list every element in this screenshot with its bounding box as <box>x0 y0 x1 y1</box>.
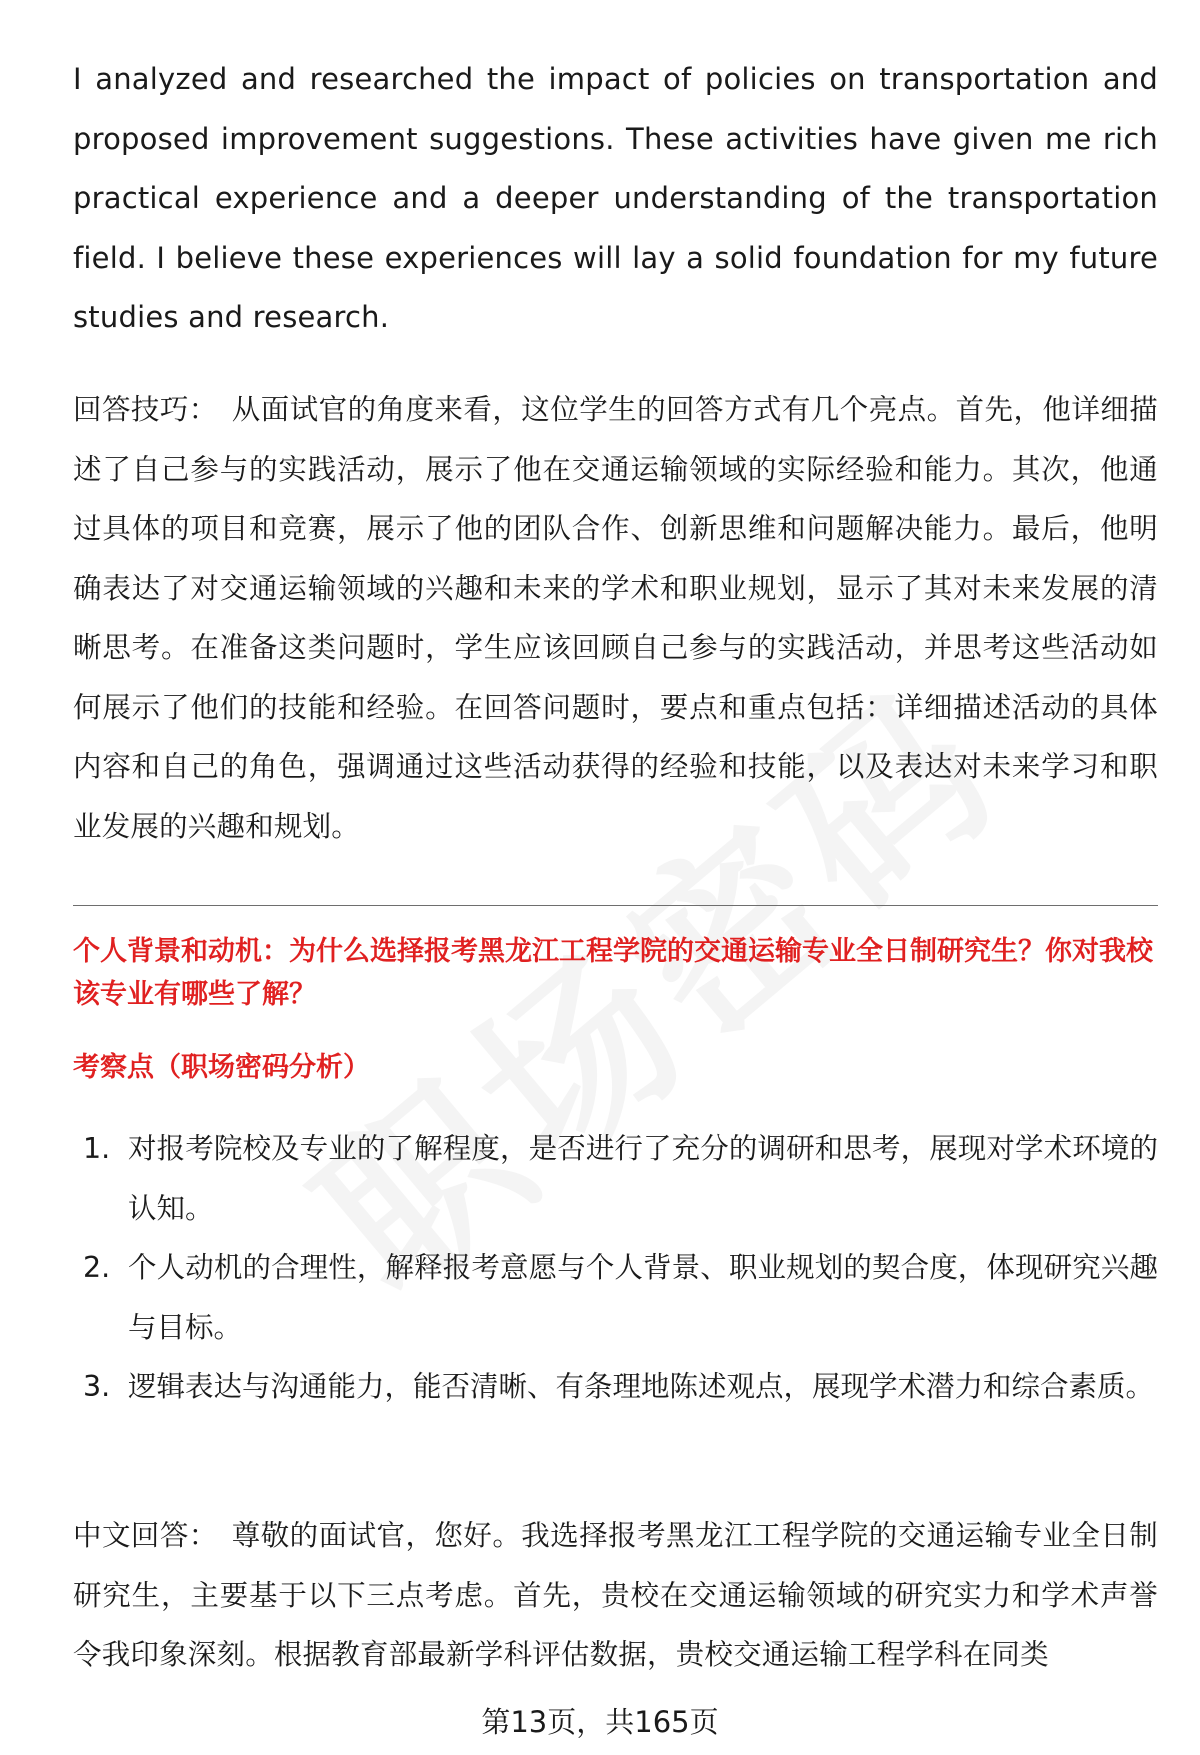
focus-point-text: 逻辑表达与沟通能力，能否清晰、有条理地陈述观点，展现学术潜力和综合素质。 <box>128 1370 1155 1403</box>
chinese-answer-text: 尊敬的面试官，您好。我选择报考黑龙江工程学院的交通运输专业全日制研究生，主要基于以下三点考虑。首先，贵校在交通运输领域的研究实力和学术声誉令我印象深刻。根据教育部最新学科评估数据，贵校交通运输工程学科在同类 <box>73 1519 1158 1671</box>
page-number-footer: 第13页，共165页 <box>481 1705 719 1739</box>
section-divider <box>73 905 1158 906</box>
focus-point-item <box>73 1357 1158 1417</box>
chinese-answer-label: 中文回答： <box>73 1519 218 1552</box>
chinese-answer-paragraph <box>73 1506 1158 1685</box>
focus-point-item <box>73 1119 1158 1238</box>
focus-point-text: 对报考院校及专业的了解程度，是否进行了充分的调研和思考，展现对学术环境的认知。 <box>128 1132 1158 1225</box>
answer-tips-paragraph <box>73 380 1158 856</box>
answer-tips-label: 回答技巧： <box>73 393 218 426</box>
answer-tips-text: 从面试官的角度来看，这位学生的回答方式有几个亮点。首先，他详细描述了自己参与的实践活动，展示了他在交通运输领域的实际经验和能力。其次，他通过具体的项目和竞赛，展示了他的团队合作、创新思维和问题解决能力。最后，他明确表达了对交通运输领域的兴趣和未来的学术和职业规划，显示了其对未来发展的清晰思考。在准备这类问题时，学生应该回顾自己参与的实践活动，并思考这些活动如何展示了他们的技能和经验。在回答问题时，要点和重点包括：详细描述活动的具体内容和自己的角色，强调通过这些活动获得的经验和技能，以及表达对未来学习和职业发展的兴趣和规划。 <box>73 393 1158 843</box>
focus-points-list <box>73 1119 1158 1417</box>
focus-point-number: 2. <box>83 1251 111 1284</box>
focus-point-item <box>73 1238 1158 1357</box>
focus-points-heading: 考察点（职场密码分析） <box>73 1052 370 1083</box>
question-heading: 个人背景和动机：为什么选择报考黑龙江工程学院的交通运输专业全日制研究生？你对我校该专业有哪些了解？ <box>73 936 1153 1010</box>
focus-point-number: 3. <box>83 1370 111 1403</box>
english-paragraph: I analyzed and researched the impact of policies on transportation and proposed improvement suggestions. These activities have given me rich practical experience and a deeper understanding of the transportation field. I believe these experiences will lay a solid foundation for my future studies and research. <box>73 62 1158 334</box>
focus-point-number: 1. <box>83 1132 111 1165</box>
focus-point-text: 个人动机的合理性，解释报考意愿与个人背景、职业规划的契合度，体现研究兴趣与目标。 <box>128 1251 1158 1344</box>
